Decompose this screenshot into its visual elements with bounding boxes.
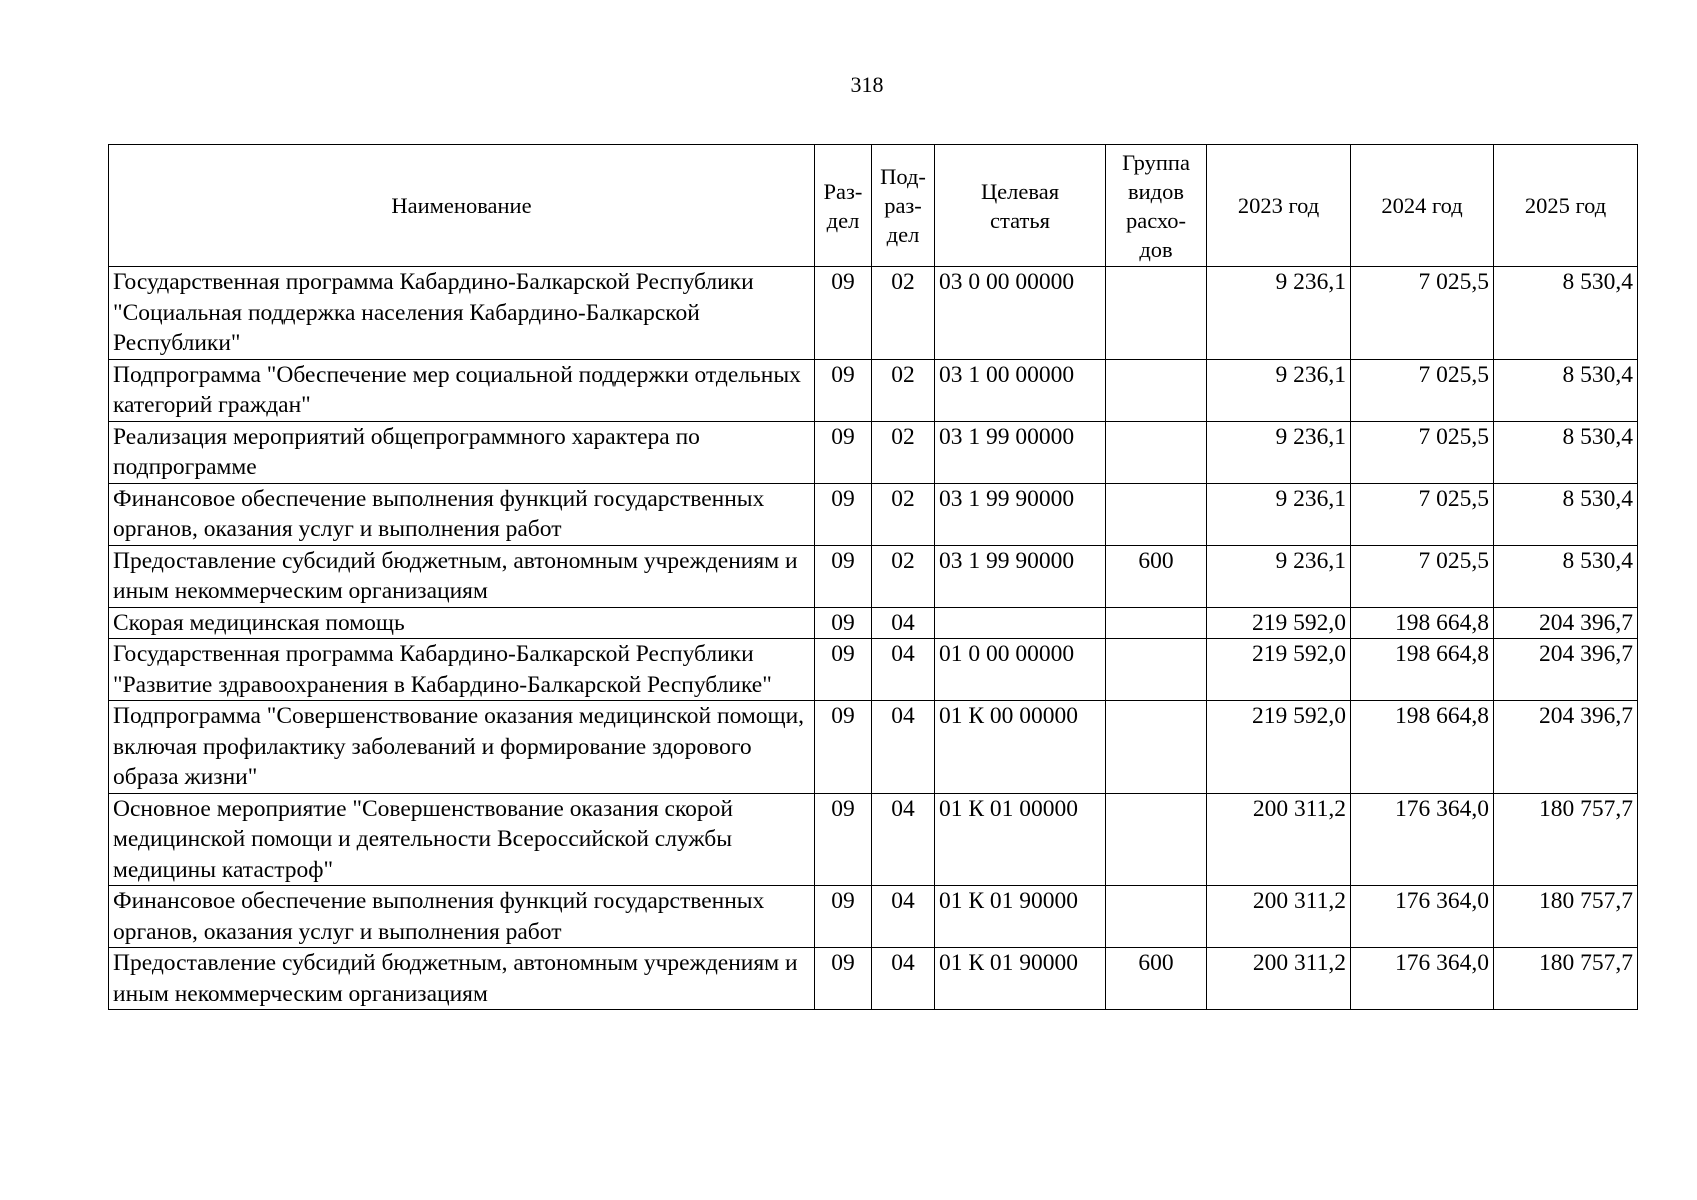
cell-target-article: 01 К 01 90000	[935, 886, 1106, 948]
cell-2025: 180 757,7	[1494, 793, 1638, 886]
cell-2023: 219 592,0	[1207, 607, 1351, 639]
cell-name: Финансовое обеспечение выполнения функций государственных органов, оказания услуг и выполнения работ	[109, 483, 815, 545]
cell-name: Предоставление субсидий бюджетным, автономным учреждениям и иным некоммерческим организациям	[109, 545, 815, 607]
cell-section: 09	[815, 639, 872, 701]
cell-2025: 8 530,4	[1494, 483, 1638, 545]
cell-expense-group	[1106, 793, 1207, 886]
cell-2024: 198 664,8	[1351, 607, 1494, 639]
cell-2024: 176 364,0	[1351, 948, 1494, 1010]
cell-2025: 180 757,7	[1494, 948, 1638, 1010]
cell-subsection: 04	[872, 701, 935, 794]
header-2024: 2024 год	[1351, 145, 1494, 267]
cell-expense-group	[1106, 607, 1207, 639]
cell-target-article: 03 1 99 00000	[935, 421, 1106, 483]
cell-subsection: 02	[872, 359, 935, 421]
table-row	[109, 483, 1638, 545]
header-subsection-label: Под- раз- дел	[880, 164, 926, 247]
cell-subsection: 02	[872, 545, 935, 607]
table-row	[109, 421, 1638, 483]
cell-section: 09	[815, 701, 872, 794]
cell-section: 09	[815, 948, 872, 1010]
cell-expense-group: 600	[1106, 948, 1207, 1010]
cell-2024: 198 664,8	[1351, 639, 1494, 701]
cell-2023: 219 592,0	[1207, 639, 1351, 701]
cell-name: Скорая медицинская помощь	[109, 607, 815, 639]
cell-2024: 7 025,5	[1351, 359, 1494, 421]
header-2025: 2025 год	[1494, 145, 1638, 267]
header-target-article-label: Целевая статья	[980, 178, 1060, 233]
cell-expense-group	[1106, 421, 1207, 483]
cell-2023: 200 311,2	[1207, 948, 1351, 1010]
header-target-article	[935, 145, 1106, 267]
cell-expense-group: 600	[1106, 545, 1207, 607]
cell-name: Подпрограмма "Обеспечение мер социальной поддержки отдельных категорий граждан"	[109, 359, 815, 421]
cell-target-article: 03 1 99 90000	[935, 483, 1106, 545]
cell-2024: 7 025,5	[1351, 545, 1494, 607]
cell-2023: 200 311,2	[1207, 886, 1351, 948]
cell-2025: 8 530,4	[1494, 421, 1638, 483]
cell-section: 09	[815, 483, 872, 545]
table-row	[109, 886, 1638, 948]
cell-name: Предоставление субсидий бюджетным, автономным учреждениям и иным некоммерческим организациям	[109, 948, 815, 1010]
page-number: 318	[850, 72, 884, 97]
header-section	[815, 145, 872, 267]
table-row	[109, 793, 1638, 886]
cell-2024: 176 364,0	[1351, 886, 1494, 948]
table-row	[109, 701, 1638, 794]
cell-name: Реализация мероприятий общепрограммного характера по подпрограмме	[109, 421, 815, 483]
cell-2025: 8 530,4	[1494, 359, 1638, 421]
cell-subsection: 02	[872, 267, 935, 360]
cell-2023: 9 236,1	[1207, 483, 1351, 545]
cell-subsection: 04	[872, 886, 935, 948]
cell-name: Основное мероприятие "Совершенствование оказания скорой медицинской помощи и деятельности Всероссийской службы медицины катастроф"	[109, 793, 815, 886]
cell-2023: 9 236,1	[1207, 421, 1351, 483]
cell-subsection: 04	[872, 948, 935, 1010]
cell-2023: 9 236,1	[1207, 545, 1351, 607]
cell-section: 09	[815, 359, 872, 421]
table-row	[109, 545, 1638, 607]
cell-2024: 176 364,0	[1351, 793, 1494, 886]
cell-subsection: 02	[872, 421, 935, 483]
cell-target-article	[935, 607, 1106, 639]
cell-name: Подпрограмма "Совершенствование оказания медицинской помощи, включая профилактику заболеваний и формирование здорового образа жизни"	[109, 701, 815, 794]
cell-subsection: 04	[872, 607, 935, 639]
cell-target-article: 03 0 00 00000	[935, 267, 1106, 360]
table-row	[109, 948, 1638, 1010]
cell-expense-group	[1106, 267, 1207, 360]
table-row	[109, 267, 1638, 360]
cell-name: Финансовое обеспечение выполнения функций государственных органов, оказания услуг и выполнения работ	[109, 886, 815, 948]
cell-section: 09	[815, 607, 872, 639]
header-section-label: Раз- дел	[823, 178, 863, 233]
cell-2024: 7 025,5	[1351, 483, 1494, 545]
cell-target-article: 03 1 99 90000	[935, 545, 1106, 607]
header-expense-group	[1106, 145, 1207, 267]
table-row	[109, 639, 1638, 701]
cell-2024: 7 025,5	[1351, 267, 1494, 360]
cell-section: 09	[815, 793, 872, 886]
cell-target-article: 01 К 01 90000	[935, 948, 1106, 1010]
table-body	[109, 267, 1638, 1010]
table-row	[109, 359, 1638, 421]
cell-2023: 219 592,0	[1207, 701, 1351, 794]
cell-expense-group	[1106, 886, 1207, 948]
cell-subsection: 02	[872, 483, 935, 545]
header-2023: 2023 год	[1207, 145, 1351, 267]
cell-section: 09	[815, 545, 872, 607]
cell-name: Государственная программа Кабардино-Балкарской Республики "Социальная поддержка населения Кабардино-Балкарской Республики"	[109, 267, 815, 360]
cell-target-article: 01 К 00 00000	[935, 701, 1106, 794]
cell-section: 09	[815, 886, 872, 948]
header-expense-group-label: Группа видов расхо- дов	[1122, 149, 1190, 262]
cell-subsection: 04	[872, 639, 935, 701]
cell-2025: 8 530,4	[1494, 267, 1638, 360]
table-header-row	[109, 145, 1638, 267]
cell-2024: 198 664,8	[1351, 701, 1494, 794]
cell-name: Государственная программа Кабардино-Балкарской Республики "Развитие здравоохранения в Кабардино-Балкарской Республике"	[109, 639, 815, 701]
cell-2023: 9 236,1	[1207, 359, 1351, 421]
cell-2023: 200 311,2	[1207, 793, 1351, 886]
cell-2025: 204 396,7	[1494, 607, 1638, 639]
cell-section: 09	[815, 267, 872, 360]
cell-target-article: 01 К 01 00000	[935, 793, 1106, 886]
cell-expense-group	[1106, 701, 1207, 794]
header-subsection	[872, 145, 935, 267]
cell-2023: 9 236,1	[1207, 267, 1351, 360]
cell-expense-group	[1106, 639, 1207, 701]
budget-table	[108, 144, 1638, 1010]
cell-2025: 8 530,4	[1494, 545, 1638, 607]
cell-expense-group	[1106, 483, 1207, 545]
cell-2024: 7 025,5	[1351, 421, 1494, 483]
table-row	[109, 607, 1638, 639]
cell-2025: 204 396,7	[1494, 639, 1638, 701]
cell-2025: 180 757,7	[1494, 886, 1638, 948]
cell-target-article: 01 0 00 00000	[935, 639, 1106, 701]
cell-target-article: 03 1 00 00000	[935, 359, 1106, 421]
cell-expense-group	[1106, 359, 1207, 421]
cell-section: 09	[815, 421, 872, 483]
cell-2025: 204 396,7	[1494, 701, 1638, 794]
cell-subsection: 04	[872, 793, 935, 886]
header-name: Наименование	[109, 145, 815, 267]
